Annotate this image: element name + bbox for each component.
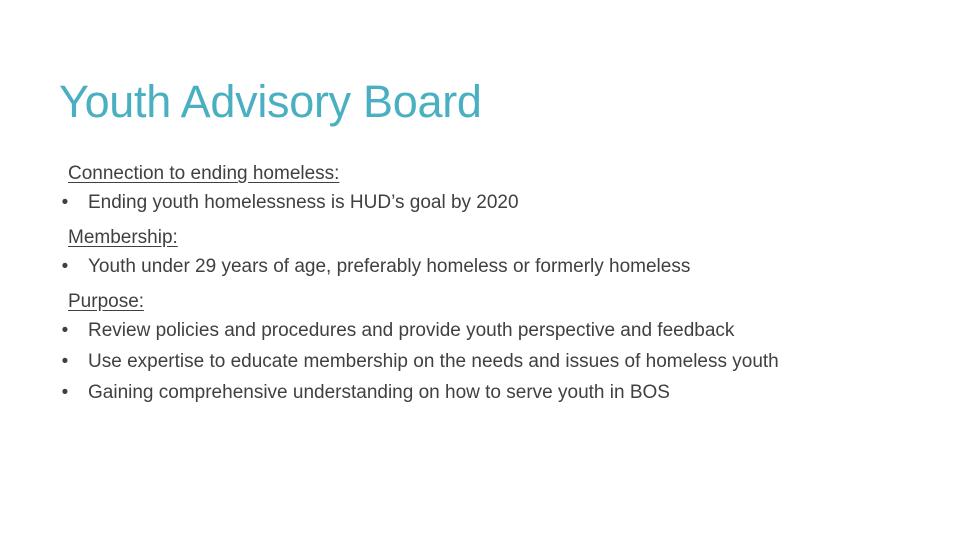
slide-title: Youth Advisory Board [59, 76, 482, 127]
bullet-item [56, 377, 936, 408]
bullet-item [56, 251, 936, 282]
bullet-text: Review policies and procedures and provide youth perspective and feedback [88, 320, 735, 341]
bullet-item [56, 187, 936, 218]
section-connection [56, 161, 936, 218]
bullet-icon: • [61, 256, 69, 277]
bullet-icon: • [61, 382, 69, 403]
bullet-icon: • [61, 351, 69, 372]
section-heading: Connection to ending homeless: [68, 163, 340, 184]
bullet-list [56, 315, 936, 408]
bullet-text: Ending youth homelessness is HUD’s goal by 2020 [88, 192, 519, 213]
bullet-text: Use expertise to educate membership on the needs and issues of homeless youth [88, 351, 779, 372]
bullet-icon: • [61, 320, 69, 341]
section-heading: Purpose: [68, 291, 145, 312]
bullet-icon: • [61, 192, 69, 213]
bullet-item [56, 315, 936, 346]
section-heading: Membership: [68, 227, 178, 248]
bullet-text: Gaining comprehensive understanding on how to serve youth in BOS [88, 382, 670, 403]
bullet-list [56, 251, 936, 282]
section-purpose [56, 289, 936, 408]
section-membership [56, 225, 936, 282]
slide-body [56, 161, 936, 415]
bullet-text: Youth under 29 years of age, preferably homeless or formerly homeless [88, 256, 691, 277]
bullet-list [56, 187, 936, 218]
bullet-item [56, 346, 936, 377]
